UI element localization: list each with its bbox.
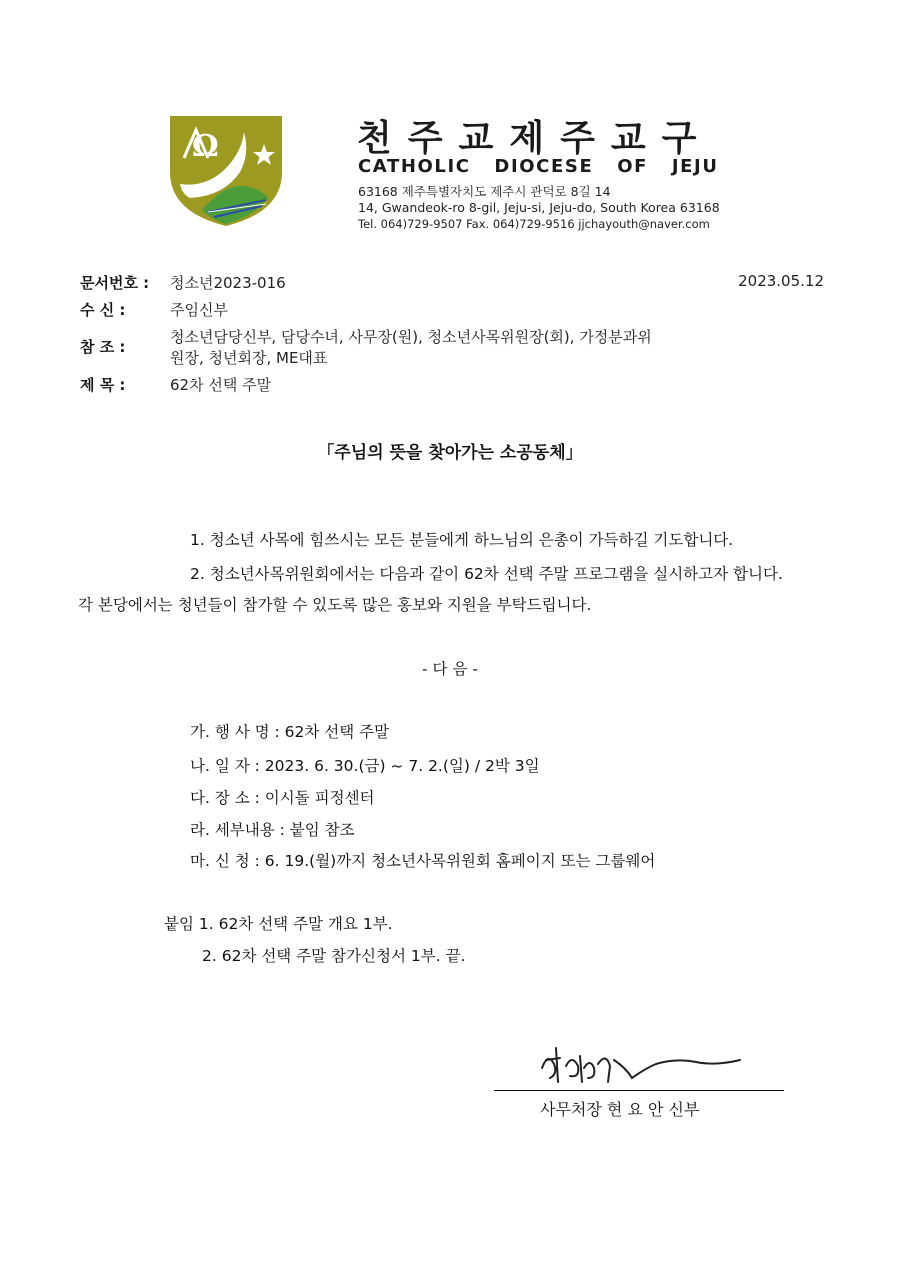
section-title: - 다 음 -	[422, 660, 478, 678]
detail-details: 라. 세부내용 : 붙임 참조	[190, 821, 355, 839]
organization-name-english: CATHOLIC DIOCESE OF JEJU	[358, 156, 719, 177]
address-english: 14, Gwandeok-ro 8-gil, Jeju-si, Jeju-do, South Korea 63168	[358, 200, 720, 215]
subject-label: 제 목 :	[80, 376, 126, 394]
svg-text:Ω: Ω	[192, 129, 219, 164]
detail-event-name: 가. 행 사 명 : 62차 선택 주말	[190, 723, 390, 741]
recipient: 주임신부	[170, 301, 228, 319]
signature-line	[494, 1090, 784, 1091]
reference-line-2: 원장, 청년회장, ME대표	[170, 349, 328, 367]
detail-location: 다. 장 소 : 이시돌 피정센터	[190, 789, 375, 807]
subject: 62차 선택 주말	[170, 376, 272, 394]
detail-registration: 마. 신 청 : 6. 19.(월)까지 청소년사목위원회 홈페이지 또는 그룹웨어	[190, 852, 656, 870]
recipient-label: 수 신 :	[80, 301, 126, 319]
diocese-crest-icon	[168, 114, 284, 228]
attachment-2: 2. 62차 선택 주말 참가신청서 1부. 끝.	[202, 947, 466, 965]
document-date: 2023.05.12	[738, 272, 824, 290]
attachment-1: 붙임 1. 62차 선택 주말 개요 1부.	[164, 915, 393, 933]
reference-label: 참 조 :	[80, 338, 126, 356]
document-number-label: 문서번호 :	[80, 274, 150, 292]
reference-line-1: 청소년담당신부, 담당수녀, 사무장(원), 청소년사목위원장(회), 가정분과위	[170, 328, 652, 346]
detail-date: 나. 일 자 : 2023. 6. 30.(금) ~ 7. 2.(일) / 2박 3일	[190, 757, 540, 775]
organization-name-korean: 천주교제주교구	[357, 118, 713, 159]
paragraph-2-line-2: 각 본당에서는 청년들이 참가할 수 있도록 많은 홍보와 지원을 부탁드립니다.	[78, 596, 592, 614]
document-number: 청소년2023-016	[170, 274, 286, 292]
paragraph-2-line-1: 2. 청소년사목위원회에서는 다음과 같이 62차 선택 주말 프로그램을 실시하고자 합니다.	[190, 565, 783, 583]
paragraph-1: 1. 청소년 사목에 힘쓰시는 모든 분들에게 하느님의 은총이 가득하길 기도합니다.	[190, 531, 734, 549]
address-korean: 63168 제주특별자치도 제주시 관덕로 8길 14	[358, 184, 611, 199]
handwritten-signature	[536, 1038, 746, 1092]
slogan: 「주님의 뜻을 찾아가는 소공동체」	[317, 443, 583, 463]
contact-info: Tel. 064)729-9507 Fax. 064)729-9516 jjchayouth@naver.com	[358, 217, 710, 231]
signer-name: 사무처장 현 요 안 신부	[540, 1100, 700, 1119]
